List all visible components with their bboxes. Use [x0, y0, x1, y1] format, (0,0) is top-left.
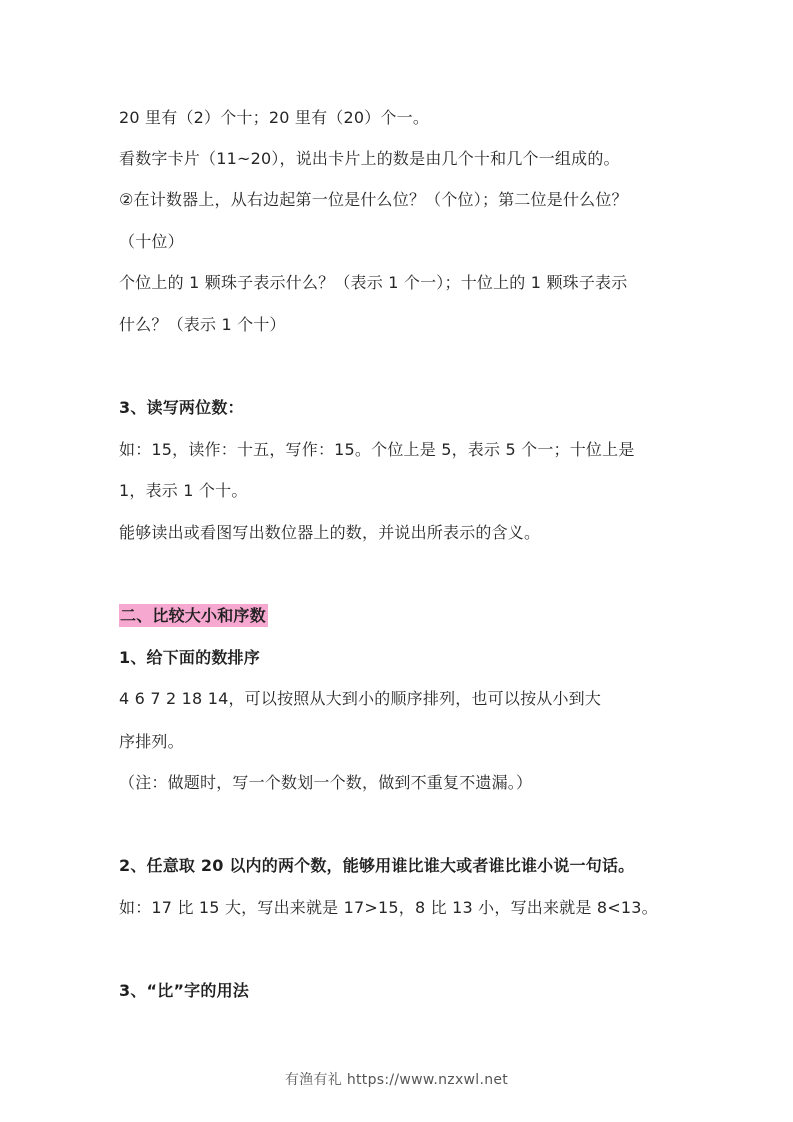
text-line: 什么？（表示 1 个十）: [119, 315, 286, 334]
part-heading: [119, 605, 268, 627]
text-line: 看数字卡片（11~20），说出卡片上的数是由几个十和几个一组成的。: [119, 149, 620, 168]
text-line: 20 里有（2）个十；20 里有（20）个一。: [119, 108, 430, 127]
page-footer: 有渔有礼 https://www.nzxwl.net: [284, 1072, 509, 1088]
text-line: （十位）: [119, 232, 184, 251]
highlighted-heading: 二、比较大小和序数: [120, 606, 266, 625]
text-line: 4 6 7 2 18 14，可以按照从大到小的顺序排列，也可以按从小到大: [119, 689, 602, 708]
text-line: ②在计数器上，从右边起第一位是什么位？（个位）；第二位是什么位？: [119, 190, 628, 209]
subsection-heading: 1、给下面的数排序: [119, 648, 260, 667]
text-line: 个位上的 1 颗珠子表示什么？（表示 1 个一）；十位上的 1 颗珠子表示: [119, 273, 628, 292]
text-line: （注：做题时，写一个数划一个数，做到不重复不遗漏。）: [119, 773, 533, 792]
subsection-heading: 2、任意取 20 以内的两个数，能够用谁比谁大或者谁比谁小说一句话。: [119, 856, 635, 875]
text-line: 1，表示 1 个十。: [119, 481, 248, 500]
text-line: 序排列。: [119, 732, 184, 751]
text-line: 如：17 比 15 大，写出来就是 17>15，8 比 13 小，写出来就是 8<13。: [119, 898, 658, 917]
subsection-heading: 3、“比”字的用法: [119, 981, 249, 1000]
text-line: 如：15，读作：十五，写作：15。个位上是 5，表示 5 个一；十位上是: [119, 440, 635, 459]
text-line: 能够读出或看图写出数位器上的数，并说出所表示的含义。: [119, 523, 541, 542]
section-heading: 3、读写两位数：: [119, 398, 244, 417]
